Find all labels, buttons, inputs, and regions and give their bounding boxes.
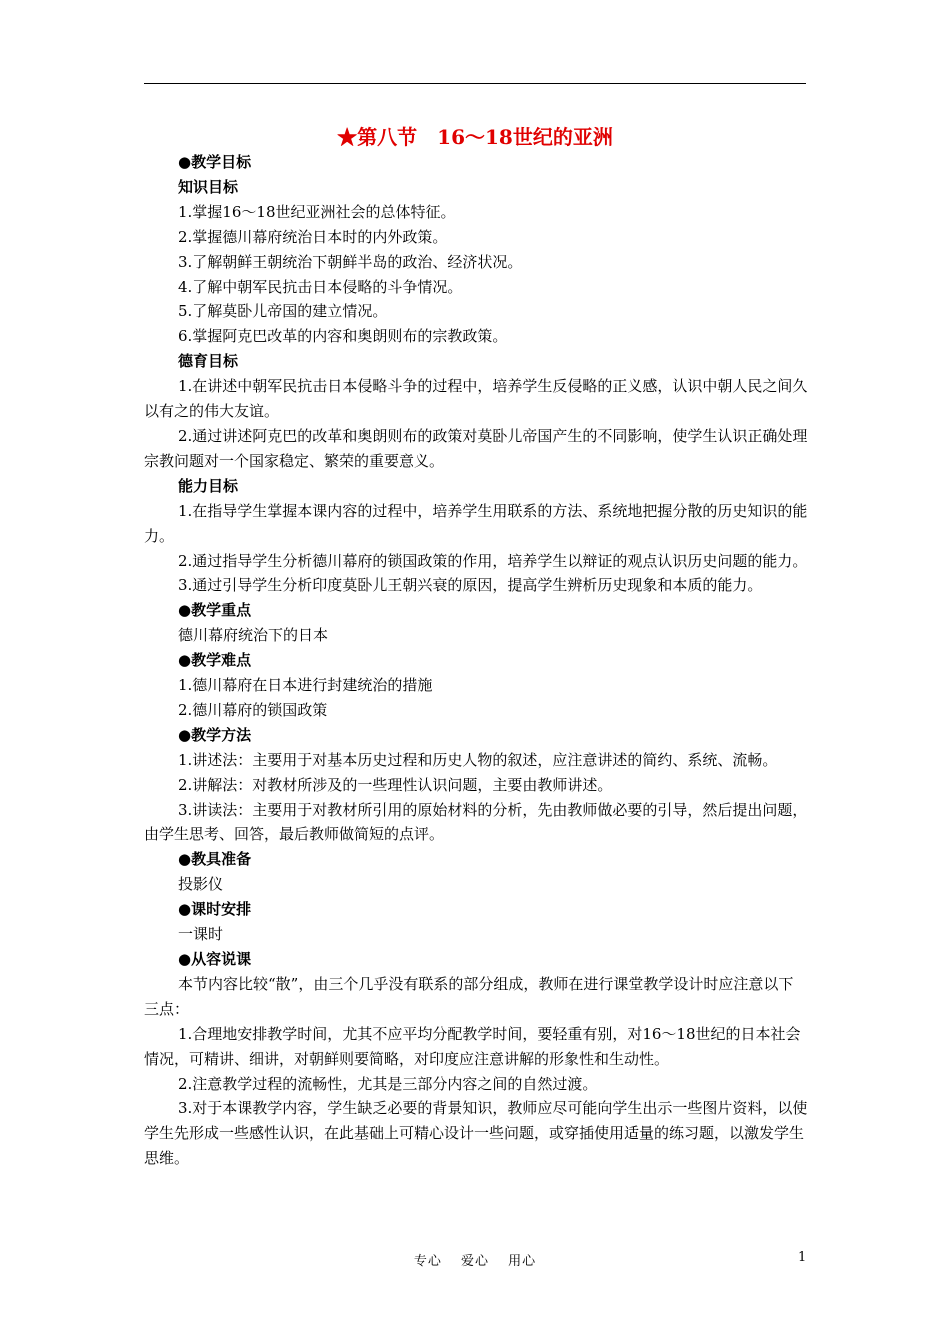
talk-heading: ●从容说课 <box>178 950 252 968</box>
document-body <box>144 150 808 1171</box>
method-item: 1.讲述法：主要用于对基本历史过程和历史人物的叙述，应注意讲述的简约、系统、流畅。 <box>178 750 778 769</box>
method-heading: ●教学方法 <box>178 725 252 744</box>
ability-heading: 能力目标 <box>178 476 239 495</box>
moral-heading: 德育目标 <box>178 352 239 371</box>
schedule-text: 一课时 <box>178 925 224 944</box>
talk-item: 3.对于本课教学内容，学生缺乏必要的背景知识，教师应尽可能向学生出示一些图片资料，以使学生先形成一些感性认识，在此基础上可精心设计一些问题，或穿插使用适量的练习题，以激发学生思维。 <box>144 1099 808 1168</box>
page-title: ★第八节 16～18世纪的亚洲 <box>337 125 613 149</box>
method-item: 3.讲读法：主要用于对教材所引用的原始材料的分析，先由教师做必要的引导，然后提出问题，由学生思考、回答，最后教师做简短的点评。 <box>144 800 808 844</box>
knowledge-item: 2.掌握德川幕府统治日本时的内外政策。 <box>178 227 448 246</box>
difficult-item: 1.德川幕府在日本进行封建统治的措施 <box>178 676 433 695</box>
footer-motto: 专心 爱心 用心 <box>413 1254 537 1269</box>
header-rule <box>144 83 806 84</box>
knowledge-item: 1.掌握16～18世纪亚洲社会的总体特征。 <box>178 202 456 221</box>
ability-item: 1.在指导学生掌握本课内容的过程中，培养学生用联系的方法、系统地把握分散的历史知识的能力。 <box>144 501 808 545</box>
knowledge-heading: 知识目标 <box>178 177 239 196</box>
key-heading: ●教学重点 <box>178 601 252 620</box>
method-item: 2.讲解法：对教材所涉及的一些理性认识问题，主要由教师讲述。 <box>178 775 613 794</box>
talk-item: 1.合理地安排教学时间，尤其不应平均分配教学时间，要轻重有别，对16～18世纪的日本社会情况，可精讲、细讲，对朝鲜则要简略，对印度应注意讲解的形象性和生动性。 <box>144 1024 801 1068</box>
talk-intro: 本节内容比较“散”，由三个几乎没有联系的部分组成，教师在进行课堂教学设计时应注意以下三点： <box>144 974 794 1018</box>
moral-item: 1.在讲述中朝军民抗击日本侵略斗争的过程中，培养学生反侵略的正义感，认识中朝人民之间久以有之的伟大友谊。 <box>144 377 808 421</box>
talk-item: 2.注意教学过程的流畅性，尤其是三部分内容之间的自然过渡。 <box>178 1074 598 1093</box>
moral-item: 2.通过讲述阿克巴的改革和奥朗则布的政策对莫卧儿帝国产生的不同影响，使学生认识正确处理宗教问题对一个国家稳定、繁荣的重要意义。 <box>144 426 808 470</box>
ability-item: 3.通过引导学生分析印度莫卧儿王朝兴衰的原因，提高学生辨析历史现象和本质的能力。 <box>178 576 763 595</box>
goals-heading: ●教学目标 <box>178 153 252 171</box>
tools-text: 投影仪 <box>178 875 224 894</box>
ability-item: 2.通过指导学生分析德川幕府的锁国政策的作用，培养学生以辩证的观点认识历史问题的能力。 <box>178 551 808 570</box>
knowledge-item: 6.掌握阿克巴改革的内容和奥朗则布的宗教政策。 <box>178 327 508 346</box>
knowledge-item: 4.了解中朝军民抗击日本侵略的斗争情况。 <box>178 277 463 296</box>
page-number: 1 <box>798 1250 807 1265</box>
page-footer <box>0 1250 950 1270</box>
schedule-heading: ●课时安排 <box>178 900 252 919</box>
difficult-heading: ●教学难点 <box>178 651 252 670</box>
knowledge-item: 5.了解莫卧儿帝国的建立情况。 <box>178 302 388 321</box>
key-text: 德川幕府统治下的日本 <box>178 626 329 645</box>
knowledge-item: 3.了解朝鲜王朝统治下朝鲜半岛的政治、经济状况。 <box>178 252 523 271</box>
tools-heading: ●教具准备 <box>178 850 252 869</box>
difficult-item: 2.德川幕府的锁国政策 <box>178 700 328 719</box>
